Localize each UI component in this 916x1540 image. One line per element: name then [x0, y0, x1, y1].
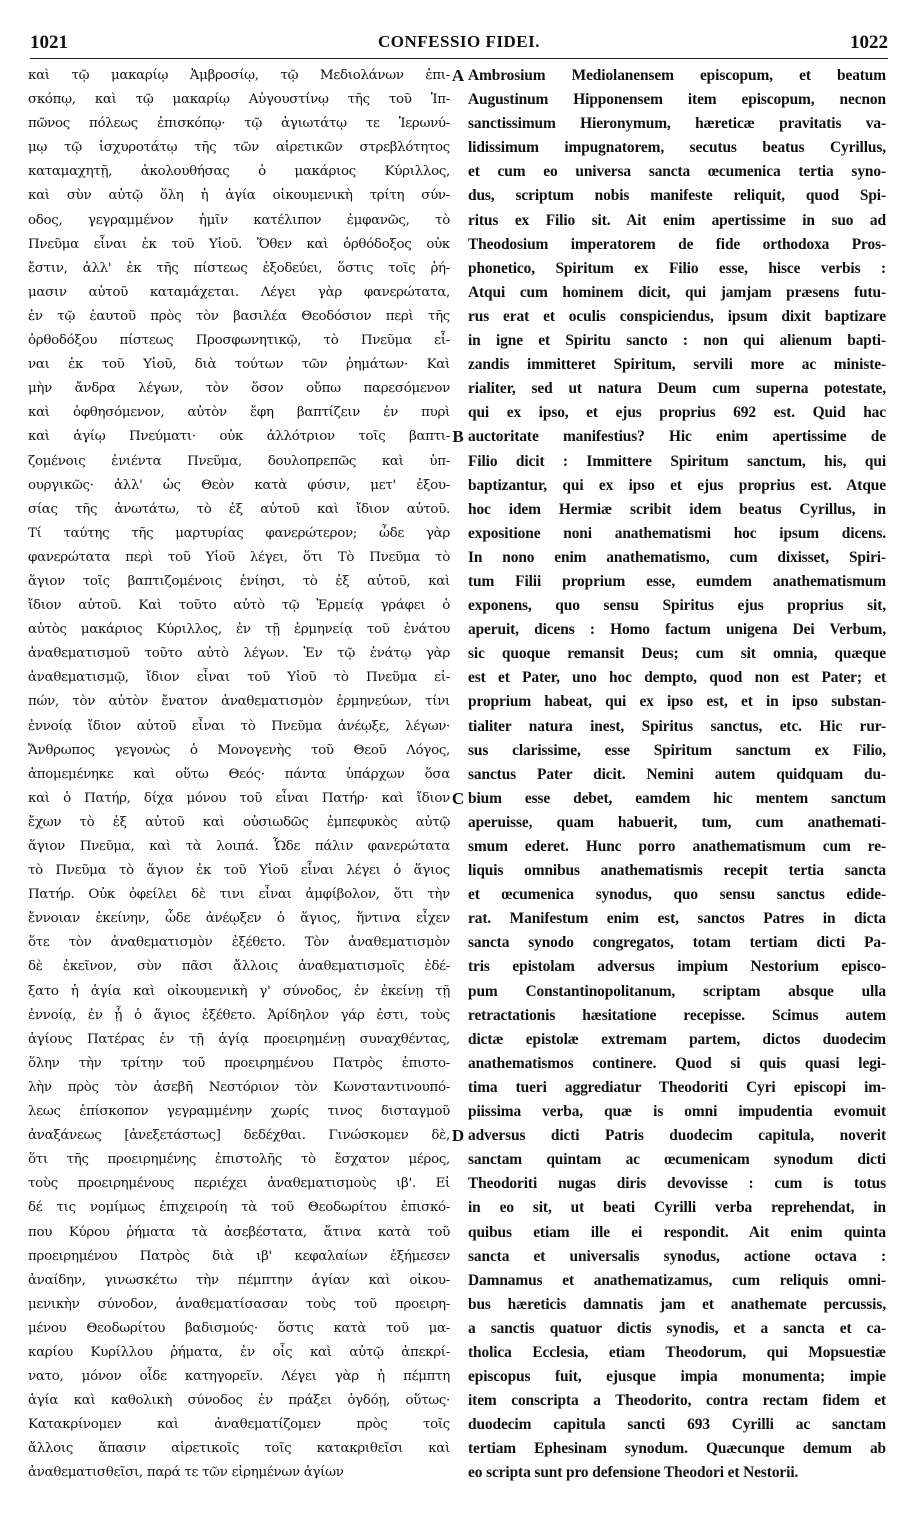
text-line: tris epistolam adversus impium Nestorium episco-: [468, 958, 886, 976]
text-line: καὶ ὀφθησόμενον, αὐτὸν ἔφη βαπτίζειν ἐν πυρὶ: [28, 405, 450, 421]
greek-text-column: [28, 64, 450, 1486]
text-line: dictæ epistolæ extremam partem, dictos duodecim: [468, 1030, 886, 1048]
text-line: Damnamus et anathematizamus, cum reliquis omni-: [468, 1271, 886, 1289]
latin-text-column: [468, 64, 886, 1486]
text-line: ἐννοίᾳ, ἐν ᾗ ὁ ἅγιος ἐξέθετο. Ἀρίδηλον γάρ ἐστι, τοὺς: [28, 1007, 450, 1023]
text-line: sanctissimum Hieronymum, hæreticæ pravitatis va-: [468, 115, 886, 133]
text-line: a sanctis quatuor dictis synodis, et a sancta et ca-: [468, 1319, 886, 1337]
text-line: tialiter natura inest, Spiritus sanctus, etc. Hic rur-: [468, 717, 886, 735]
text-line: baptizantur, qui ex ipso et ejus proprius est. Atque: [468, 476, 886, 494]
text-line: tertiam Ephesinam synodum. Quæcunque demum ab: [468, 1440, 886, 1458]
text-line: καὶ ἁγίῳ Πνεύματι· οὐκ ἀλλότριον τοῖς βαπτι-: [28, 429, 450, 445]
text-line: smum ederet. Hunc porro anathematismum cum re-: [468, 838, 886, 855]
text-line: qui ex ipso, et ejus proprius 692 est. Quid hac: [468, 404, 886, 422]
text-line: expositione noni anathematismi hoc ipsum dicens.: [468, 524, 886, 542]
text-line: tholica Ecclesia, etiam Theodorum, qui Mopsuestiæ: [468, 1343, 886, 1361]
text-line: retractationis hæsitatione recepisse. Scimus autem: [468, 1006, 886, 1024]
text-line: proprium habeat, qui ex ipso est, et in ipso substan-: [468, 693, 886, 711]
text-line: ἅγιον τοῖς βαπτιζομένοις ἐνίησι, τὸ ἐξ αὐτοῦ, καὶ: [28, 573, 450, 589]
text-line: ἔχων τὸ ἐξ αὐτοῦ καὶ οὐσιωδῶς ἐμπεφυκὸς αὐτῷ: [28, 814, 450, 830]
text-line: est et Pater, uno hoc dempto, quod non est Pater; et: [468, 669, 886, 687]
text-line: ὀρθοδόξου πίστεως Προσφωνητικῷ, τὸ Πνεῦμα εἶ-: [28, 333, 450, 349]
text-line: Τί ταύτης τῆς μαρτυρίας φανερώτερον; ὧδε γὰρ: [28, 525, 450, 541]
text-line: οδος, γεγραμμένον ἡμῖν κατέλιπον ἐμφανῶς, τὸ: [28, 212, 450, 228]
text-line: zandis immitteret Spiritum, servili more ac ministe-: [468, 356, 886, 374]
text-line: δέ τις νομίμως ἐπιχειροίη τὰ τοῦ Θεοδωρίτου ἐπισκό-: [28, 1200, 450, 1216]
text-line: ἁγίους Πατέρας ἐν τῇ ἁγίᾳ προειρημένῃ συναχθέντας,: [28, 1031, 450, 1047]
text-line: ἀπομεμένηκε καὶ οὕτω Θεός· πάντα ὑπάρχων ὅσα: [28, 766, 450, 782]
text-line: auctoritate manifestius? Hic enim apertissime de: [468, 428, 886, 446]
text-line: lidissimum impugnatorem, secutus beatus Cyrillus,: [468, 139, 886, 157]
text-line: sancta et universalis synodus, actione octava :: [468, 1247, 886, 1265]
text-line: προειρημένου Πατρὸς διὰ ιβ' κεφαλαίων ἐξήμεσεν: [28, 1248, 450, 1264]
text-line: ἐν τῷ ἑαυτοῦ πρὸς τὸν βασιλέα Θεοδόσιον περὶ τῆς: [28, 308, 450, 324]
text-line: ζομένοις ἐνιέντα Πνεῦμα, δουλοπρεπῶς καὶ ὑπ-: [28, 453, 450, 469]
page-header: [30, 30, 888, 59]
text-line: ναι ἐκ τοῦ Υἱοῦ, διὰ τούτων τῶν ῥημάτων· Καὶ: [28, 357, 450, 373]
text-line: μασιν αὐτοῦ καταμάχεται. Λέγει γὰρ φανερώτατα,: [28, 284, 450, 300]
text-line: tum Filii proprium esse, eumdem anathematismum: [468, 572, 886, 590]
text-line: ἅγιον Πνεῦμα, καὶ τὰ λοιπά. Ὧδε πάλιν φανερώτατα: [28, 839, 450, 854]
text-line: eo scripta sunt pro defensione Theodori et Nestorii.: [468, 1464, 799, 1482]
text-line: bium esse debet, eamdem hic mentem sanctum: [468, 789, 886, 807]
text-line: ἀναθεματισμοῦ τοῦτο αὐτὸ λέγων. Ἐν τῷ ἐνάτῳ γὰρ: [28, 646, 450, 662]
text-line: rialiter, sed ut natura Deum cum superna potestate,: [468, 380, 886, 398]
margin-letter-d: D: [451, 1126, 465, 1145]
text-line: episcopus fuit, ejusque impia monumenta; impie: [468, 1368, 886, 1386]
text-line: et cum eo universa sancta œcumenica tertia syno-: [468, 163, 886, 181]
text-line: πών, τὸν αὐτὸν ἔνατον ἀναθεματισμὸν ἑρμηνεύων, τίνι: [28, 694, 450, 710]
text-line: ὅλην τὴν τρίτην τοῦ προειρημένου Πατρὸς ἐπιστο-: [28, 1055, 450, 1071]
text-line: sancta synodo congregatos, totam tertiam dicti Pa-: [468, 934, 886, 952]
text-line: rus erat et oculis conspiciendus, ipsum dixit baptizare: [468, 307, 886, 325]
text-line: Theodoriti nugas diris devovisse : cum is totus: [468, 1175, 886, 1193]
running-title: CONFESSIO FIDEI.: [378, 32, 540, 51]
text-line: ουργικῶς· ἀλλ' ὡς Θεὸν κατὰ φύσιν, μετ' ἐξου-: [28, 477, 450, 493]
page-number-right: 1022: [850, 32, 888, 53]
text-line: quibus etiam ille ei respondit. Ait enim quinta: [468, 1223, 886, 1241]
text-line: phonetico, Spiritum ex Filio esse, hisce verbis :: [468, 259, 886, 277]
text-line: Theodosium imperatorem de fide orthodoxa Pros-: [468, 235, 886, 253]
text-line: Ἄνθρωπος γεγονὼς ὁ Μονογενὴς τοῦ Θεοῦ Λόγος,: [28, 742, 450, 758]
text-line: in eo sit, ut beati Cyrilli verba reprehendat, in: [468, 1199, 886, 1217]
text-line: νατο, μόνον οἶδε κατηγορεῖν. Λέγει γὰρ ἡ πέμπτη: [28, 1369, 450, 1385]
margin-letter-a: A: [451, 66, 465, 85]
margin-letter-b: B: [452, 427, 464, 446]
text-line: aperuit, dicens : Homo factum unigena Dei Verbum,: [468, 621, 886, 639]
text-line: ἔννοιαν ἐκείνην, ὧδε ἀνέῳξεν ὁ ἅγιος, ἥντινα εἶχεν: [28, 911, 450, 927]
text-line: sus clarissime, esse Spiritum sanctum ex Filio,: [468, 741, 886, 759]
text-line: Πατήρ. Οὐκ ὀφείλει δὲ τινι εἶναι ἀμφίβολον, ὅτι τὴν: [28, 887, 450, 903]
text-line: aperuisse, quam habuerit, tum, cum anathemati-: [468, 813, 886, 831]
text-line: Filio dicit : Immittere Spiritum sanctum, his, qui: [468, 452, 886, 470]
text-line: ἀναθεματισθεῖσι, παρά τε τῶν εἰρημένων ἁγίων: [28, 1465, 344, 1481]
text-line: dus, scriptum nobis manifeste reliquit, quod Spi-: [468, 187, 886, 205]
text-line: φανερώτατα περὶ τοῦ Υἱοῦ λέγει, ὅτι Τὸ Πνεῦμα τὸ: [28, 549, 450, 565]
text-line: bus hæreticis damnatis jam et anathemate percussis,: [468, 1295, 886, 1313]
text-line: sanctus Pater dicit. Nemini autem quidquam du-: [468, 765, 886, 783]
text-line: Κατακρίνομεν καὶ ἀναθεματίζομεν πρὸς τοῖς: [28, 1417, 450, 1433]
text-line: μῳ τῷ ἰσχυροτάτῳ τῆς τῶν αἱρετικῶν στρεβλότητος: [28, 140, 450, 156]
text-line: σκόπῳ, καὶ τῷ μακαρίῳ Αὐγουστίνῳ τῆς τοῦ Ἱπ-: [28, 92, 450, 108]
text-line: καὶ ὁ Πατήρ, δίχα μόνου τοῦ εἶναι Πατήρ· καὶ ἴδιον: [28, 790, 450, 806]
text-line: sic quoque remansit Deus; cum sit omnia, quæque: [468, 645, 886, 663]
text-line: ἐννοίᾳ ἴδιον αὐτοῦ εἶναι τὸ Πνεῦμα ἀνέῳξε, λέγων·: [28, 718, 450, 734]
text-line: ritus ex Filio sit. Ait enim apertissime in suo ad: [468, 211, 886, 229]
text-line: ἁγία καὶ καθολικὴ σύνοδος ἐν πράξει ὀγδόῃ, οὕτως·: [28, 1393, 450, 1409]
text-line: pum Constantinopolitanum, scriptam absque ulla: [468, 982, 886, 1000]
text-line: καὶ σὺν αὐτῷ ὅλη ἡ ἁγία οἰκουμενικὴ τρίτη σύν-: [28, 188, 450, 204]
text-line: που Κύρου ῥήματα τὰ ἀσεβέστατα, ἅτινα κατὰ τοῦ: [28, 1224, 450, 1240]
text-line: et œcumenica synodus, quo sensu sanctus edide-: [468, 886, 886, 904]
text-line: μενικὴν σύνοδον, ἀναθεματίσασαν τοὺς τοῦ προειρη-: [28, 1296, 450, 1312]
text-line: sanctam quintam ac œcumenicam synodum dicti: [468, 1151, 886, 1169]
text-line: καρίου Κυρίλλου ῥήματα, ἐν οἷς καὶ αὐτῷ ἀπεκρί-: [28, 1344, 450, 1360]
text-line: δὲ ἐκεῖνον, σὺν πᾶσι ἄλλοις ἀναθεματισμοῖς ἐδέ-: [28, 959, 450, 975]
text-line: ξατο ἡ ἁγία καὶ οἰκουμενικὴ γ' σύνοδος, ἐν ἐκείνῃ τῇ: [28, 983, 450, 999]
text-line: σίας τῆς ἀνωτάτω, τὸ ἐξ αὐτοῦ καὶ ἴδιον αὐτοῦ.: [28, 501, 450, 517]
text-line: καταμαχητῇ, ἀκολουθήσας ὁ μακάριος Κύριλλος,: [28, 164, 450, 180]
text-line: rat. Manifestum enim est, sanctos Patres in dicta: [468, 910, 886, 928]
text-line: anathematismos continere. Quod si quis quasi legi-: [468, 1054, 886, 1072]
text-line: Πνεῦμα εἶναι ἐκ τοῦ Υἱοῦ. Ὅθεν καὶ ὀρθόδοξος οὐκ: [28, 236, 450, 252]
text-line: τοὺς προειρημένους περιέχει ἀναθεματισμοὺς ιβ'. Εἰ: [28, 1176, 450, 1192]
text-line: τὸ Πνεῦμα τὸ ἅγιον ἐκ τοῦ Υἱοῦ εἶναι λέγει ὁ ἅγιος: [28, 863, 450, 879]
text-line: piissima verba, quæ is omni impudentia evomuit: [468, 1103, 886, 1121]
text-line: αὐτὸς μακάριος Κύριλλος, ἐν τῇ ἑρμηνείᾳ τοῦ ἐνάτου: [28, 622, 450, 638]
text-line: ἴδιον αὐτοῦ. Καὶ τοῦτο αὐτὸ τῷ Ἑρμείᾳ γράφει ὁ: [28, 598, 450, 614]
text-line: In nono enim anathematismo, cum dixisset, Spiri-: [468, 548, 886, 566]
text-line: ὅτι τῆς προειρημένης ἐπιστολῆς τὸ ἔσχατον μέρος,: [28, 1152, 450, 1168]
text-line: ἀναθεματισμῷ, ἴδιον εἶναι τοῦ Υἱοῦ τὸ Πνεῦμα εἰ-: [28, 670, 450, 686]
text-line: hoc idem Hermiæ scribit idem beatus Cyrillus, in: [468, 500, 886, 518]
text-line: Augustinum Hipponensem item episcopum, necnon: [468, 91, 886, 109]
text-line: ἀναίδην, γινωσκέτω τὴν πέμπτην ἁγίαν καὶ οἰκου-: [28, 1272, 450, 1288]
text-line: Atqui cum hominem dicit, qui jamjam præsens futu-: [468, 283, 886, 301]
text-line: καὶ τῷ μακαρίῳ Ἀμβροσίῳ, τῷ Μεδιολάνων ἐπι-: [28, 68, 450, 83]
text-line: Ambrosium Mediolanensem episcopum, et beatum: [468, 67, 886, 84]
text-line: adversus dicti Patris duodecim capitula, noverit: [468, 1127, 886, 1145]
text-line: πῶνος πόλεως ἐπισκόπῳ· τῷ ἁγιωτάτῳ τε Ἱερωνύ-: [28, 116, 450, 132]
margin-letter-c: C: [451, 789, 465, 808]
text-line: item conscripta a Theodorito, contra rectam fidem et: [468, 1392, 886, 1410]
text-line: in igne et Spiritu sancto : non qui alienum bapti-: [468, 332, 886, 350]
text-line: exponens, quo sensu Spiritus ejus proprius sit,: [468, 597, 886, 615]
text-line: tima tueri aggrediatur Theodoriti Cyri episcopi im-: [468, 1078, 886, 1096]
text-line: ἔστιν, ἀλλ' ἐκ τῆς πίστεως ἐξοδεύει, ὅστις τοῖς ῥή-: [28, 260, 450, 276]
text-line: λεως ἐπίσκοπον γεγραμμένην χωρίς τινος δισταγμοῦ: [28, 1104, 450, 1120]
text-line: μένου Θεοδωρίτου βαδισμούς· ὅστις κατὰ τοῦ μα-: [28, 1320, 450, 1336]
text-line: μὴν ἄνδρα λέγων, τὸν ὅσον οὔπω παρεσόμενον: [28, 381, 450, 397]
text-line: λὴν πρὸς τὸν ἀσεβῆ Νεστόριον τὸν Κωνσταντινουπό-: [28, 1079, 450, 1095]
page-number-left: 1021: [30, 32, 68, 53]
text-line: ἀναξάνεως [ἀνεξετάστως] δεδέχθαι. Γινώσκομεν δὲ,: [28, 1128, 450, 1144]
text-line: ὅτε τὸν ἀναθεματισμὸν ἐξέθετο. Τὸν ἀναθεματισμὸν: [28, 935, 450, 951]
text-line: duodecim capitula sancti 693 Cyrilli ac sanctam: [468, 1416, 886, 1434]
text-line: liquis omnibus anathematismis recepit tertia sancta: [468, 862, 886, 880]
text-line: ἄλλοις ἅπασιν αἱρετικοῖς τοῖς κατακριθεῖσι καὶ: [28, 1441, 450, 1457]
